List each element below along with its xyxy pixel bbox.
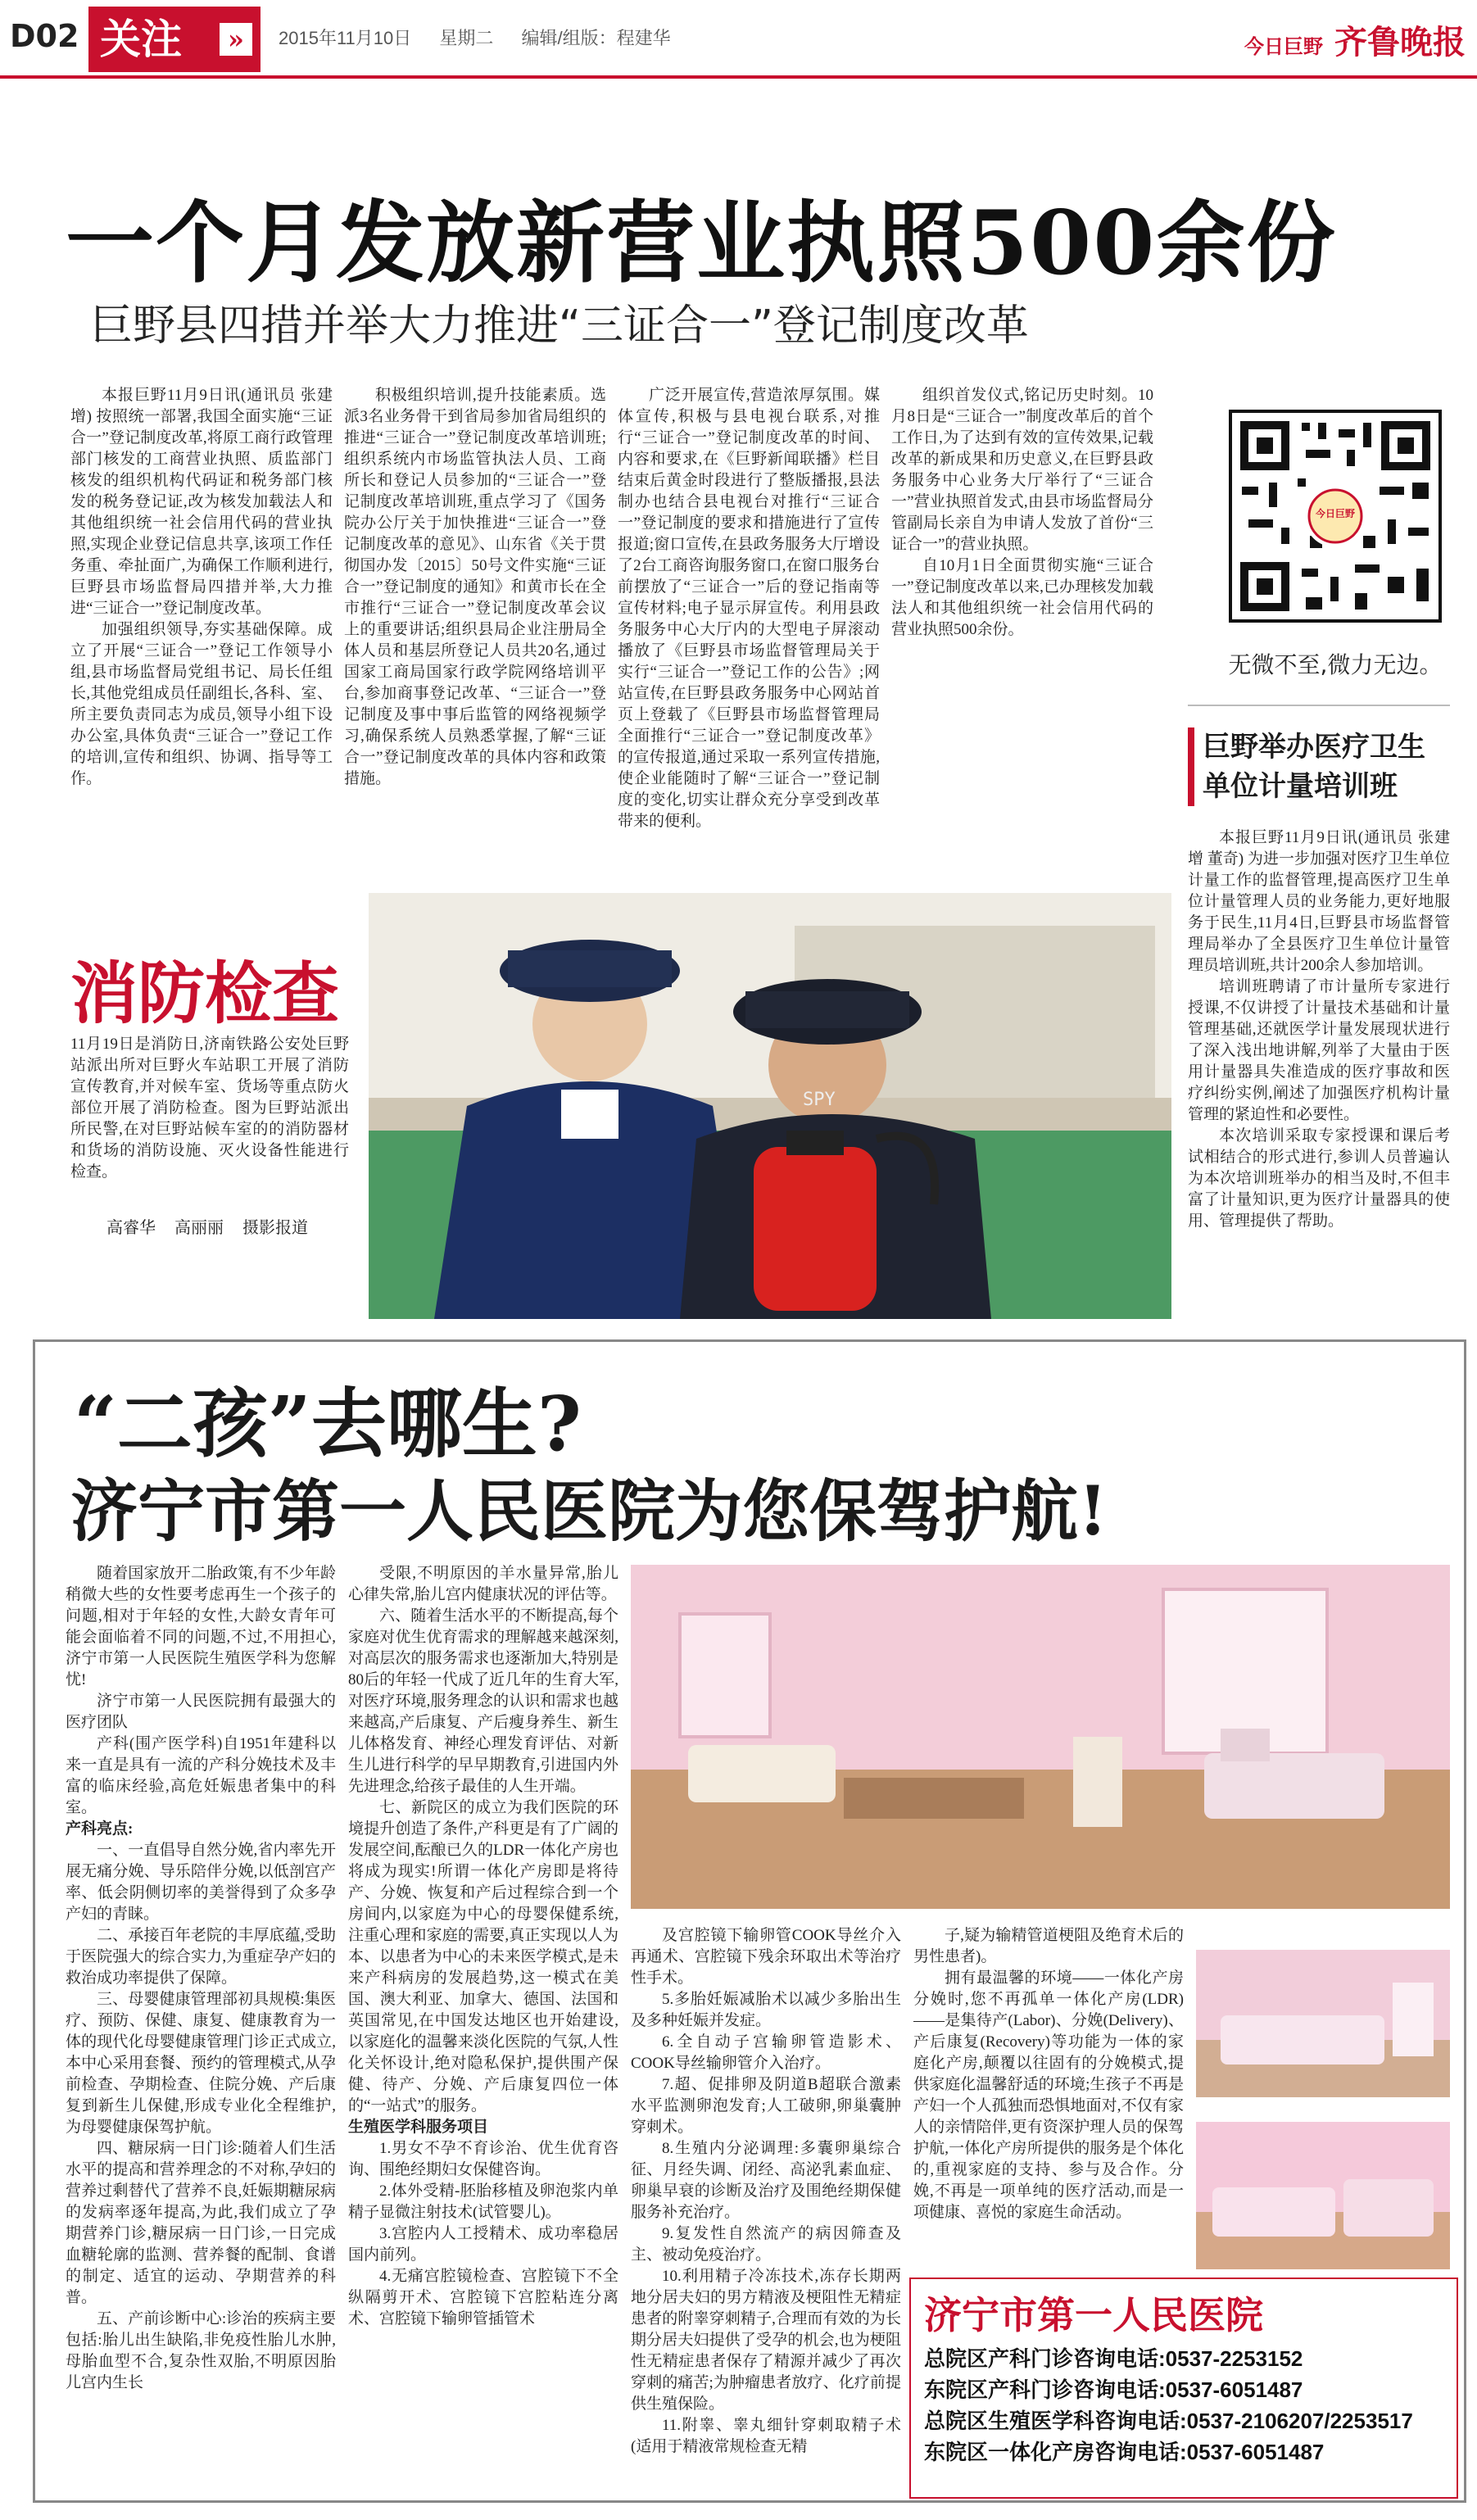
ad-col4 [913, 1925, 1184, 2269]
masthead-brand [1244, 16, 1466, 63]
article1-para: 广泛开展宣传,营造浓厚氛围。媒体宣传,积极与县电视台联系,对推行“三证合一”登记制度改革的时间、内容和要求,在《巨野新闻联播》栏目结束后黄金时段进行了整版播报,县法制办也结合县电视台对推行“三证合一”登记制度的要求和措施进行了宣传报道;窗口宣传,在县政务服务大厅增设了2台工商咨询服务窗口,在窗口服务台前摆放了“三证合一”后的登记指南等宣传材料;电子显示屏宣传。利用县政务服务中心大厅内的大型电子屏滚动播放了《巨野县市场监督管理局关于实行“三证合一”登记工作的公告》;网站宣传,在巨野县政务服务中心网站首页上登载了《巨野县市场监督管理局全面推行“三证合一”登记制度改革》的宣传报道,通过采取一系列宣传措施,使企业能随时了解“三证合一”登记制度的变化,切实让群众充分享受到改革带来的便利。 [618, 387, 880, 830]
ad-para: 2.体外受精-胚胎移植及卵泡浆内单精子显微注射技术(试管婴儿)。 [348, 2182, 618, 2221]
article1-para: 积极组织培训,提升技能素质。选派3名业务骨干到省局参加省局组织的推进“三证合一”登记制度改革培训班;组织系统内市场监管执法人员、工商所长和登记人员参加的“三证合一”登记制度改革培训班,重点学习了《国务院办公厅关于加快推进“三证合一”登记制度改革的意见》、山东省《关于贯彻国办发〔2015〕50号文件实施“三证合一”登记制度的通知》和黄市长在全市推行“三证合一”登记制度改革会议上的重要讲话;组织县局企业注册局全体人员和基层所登记人员共20名,通过国家工商局国家行政学院网络培训平台,参加商事登记改革、“三证合一”登记制度及事中事后监管的网络视频学习,确保系统人员熟悉掌握,了解“三证合一”登记制度改革的具体内容和政策措施。 [344, 387, 606, 787]
ad-para: 8.生殖内分泌调理:多囊卵巢综合征、月经失调、闭经、高泌乳素血症、卵巢早衰的诊断及治疗及围绝经期保健服务补充治疗。 [631, 2140, 901, 2221]
ad-col2 [348, 1563, 618, 2493]
sidebar-body [1188, 827, 1450, 1327]
hospital-name: 济宁市第一人民医院 [924, 2293, 1263, 2337]
ad-para: 6.全自动子宫输卵管造影术、COOK导丝输卵管介入治疗。 [631, 2033, 901, 2072]
ad-para: 及宫腔镜下输卵管COOK导丝介入再通术、宫腔镜下残余环取出术等治疗性手术。 [631, 1927, 901, 1987]
phone-line: 总院区产科门诊咨询电话:0537-2253152 [924, 2346, 1303, 2371]
article1-col4 [891, 385, 1153, 877]
credit-role: 摄影报道 [242, 1219, 308, 1237]
ad-para: 子,疑为输精管道梗阻及绝育术后的男性患者)。 [913, 1927, 1184, 1965]
ad-para: 4.无痛宫腔镜检查、宫腔镜下不全纵隔剪开术、宫腔镜下宫腔粘连分离术、宫腔镜下输卵管插管术 [348, 2268, 618, 2327]
article1-col2 [344, 385, 606, 877]
ad-col1 [66, 1563, 336, 2493]
photo-illustration [369, 893, 1171, 1319]
fire-check-title: 消防检查 [70, 955, 340, 1033]
photo-illustration [1196, 1950, 1450, 2097]
section-tag [88, 7, 261, 72]
credit-name: 高丽丽 [174, 1219, 224, 1237]
ad-headline-2: 济宁市第一人民医院为您保驾护航! [70, 1472, 1108, 1551]
ad-para: 七、新院区的成立为我们医院的环境提升创造了条件,产科更是有了广阔的发展空间,酝酿已久的LDR一体化产房也将成为现实!所谓一体化产房即是将待产、分娩、恢复和产后过程综合到一个房间内,以家庭为中心的母婴保健系统,注重心理和家庭的需要,真正实现以人为本、以患者为中心的未来医学模式,是未来产科病房的发展趋势,这一模式在美国、澳大利亚、加拿大、德国、法国和英国常见,在中国发达地区也开始建设,以家庭化的温馨来淡化医院的气氛,人性化关怀设计,绝对隐私保护,提供围产保健、待产、分娩、产后康复四位一体的“一站式”的服务。 [348, 1799, 618, 2114]
ad-para: 1.男女不孕不育诊治、优生优育咨询、围绝经期妇女保健咨询。 [348, 2140, 618, 2178]
phone-line: 东院区产科门诊咨询电话:0537-6051487 [924, 2377, 1303, 2402]
ad-para: 三、母婴健康管理部初具规模:集医疗、预防、保健、康复、健康教育为一体的现代化母婴健康管理门诊正式成立,本中心采用套餐、预约的管理模式,从孕前检查、孕期检查、住院分娩、产后康复到新生儿保健,形成专业化全程维护,为母婴健康保驾护航。 [66, 1991, 336, 2136]
ad-para: 一、一直倡导自然分娩,省内率先开展无痛分娩、导乐陪伴分娩,以低剖宫产率、低会阴侧切率的美誉得到了众多孕产妇的青睐。 [66, 1842, 336, 1923]
ad-para: 7.超、促排卵及阴道B超联合激素水平监测卵泡发育;人工破卵,卵巢囊肿穿刺术。 [631, 2076, 901, 2136]
photo-credits [106, 1214, 323, 1238]
article1-col1 [70, 385, 333, 877]
phone-list [924, 2343, 1413, 2468]
sidebar-para: 本报巨野11月9日讯(通讯员 张建增 董奇) 为进一步加强对医疗卫生单位计量工作的监督管理,提高医疗卫生单位计量管理人员的业务能力,更好地服务于民生,11月4日,巨野县市场监督管理局举办了全县医疗卫生单位计量管理员培训班,共计200余人参加培训。 [1188, 829, 1450, 974]
article1-para: 加强组织领导,夯实基础保障。成立了开展“三证合一”登记工作领导小组,县市场监督局党组书记、局长任组长,其他党组成员任副组长,各科、室、所主要负责同志为成员,领导小组下设办公室,具体负责“三证合一”登记工作的培训,宣传和组织、协调、指导等工作。 [70, 621, 333, 787]
ad-headline-1: “二孩”去哪生? [74, 1380, 582, 1468]
ad-para: 五、产前诊断中心:诊治的疾病主要包括:胎儿出生缺陷,非免疫性胎儿水肿,母胎血型不合,复杂性双胎,不明原因胎儿宫内生长 [66, 2310, 336, 2391]
ad-para: 受限,不明原因的羊水量异常,胎儿心律失常,胎儿宫内健康状况的评估等。 [348, 1565, 618, 1603]
ad-para: 5.多胎妊娠减胎术以减少多胎出生及多种妊娠并发症。 [631, 1991, 901, 2029]
qr-logo-text: 今日巨野 [1315, 508, 1355, 519]
maternity-room-photo [631, 1565, 1450, 1909]
qr-caption: 无微不至,微力无边。 [1228, 651, 1443, 678]
section-label: 关注 [100, 15, 182, 63]
ward-photo-2 [1196, 2122, 1450, 2269]
brand-logo: 齐鲁晚报 [1334, 23, 1466, 61]
ad-para: 六、随着生活水平的不断提高,每个家庭对优生优育需求的理解越来越深刻,对高层次的服务需求也逐渐加大,特别是80后的年轻一代成了近几年的生育大军,对医疗环境,服务理念的认识和需求也越来越高,产后康复、产后瘦身养生、新生儿体格发育、神经心理发育评估、对新生儿进行科学的早早期教育,引进国内外先进理念,给孩子最佳的人生开端。 [348, 1607, 618, 1795]
ad-para: 产科(围产医学科)自1951年建科以来一直是具有一流的产科分娩技术及丰富的临床经验,高危妊娠患者集中的科室。 [66, 1735, 336, 1816]
ad-para: 产科亮点: [66, 1820, 134, 1838]
credit-name: 高睿华 [106, 1219, 156, 1237]
fire-inspection-photo [369, 893, 1171, 1319]
sidebar-para: 培训班聘请了市计量所专家进行授课,不仅讲授了计量技术基础和计量管理基础,还就医学计量发展现状进行了深入浅出地讲解,列举了大量由于医用计量器具失准造成的医疗事故和医疗纠纷实例,阐述了加强医疗机构计量管理的紧迫性和必要性。 [1188, 978, 1450, 1123]
sidebar-para: 本次培训采取专家授课和课后考试相结合的形式进行,参训人员普遍认为本次培训班举办的相当及时,不但丰富了计量知识,更为医疗计量器具的使用、管理提供了帮助。 [1188, 1127, 1450, 1230]
divider [1188, 705, 1450, 706]
ad-para: 随着国家放开二胎政策,有不少年龄稍微大些的女性要考虑再生一个孩子的问题,相对于年轻的女性,大龄女青年可能会面临着不同的问题,不过,不用担心,济宁市第一人民医院生殖医学科为您解忧! [66, 1565, 336, 1688]
article1-para: 本报巨野11月9日讯(通讯员 张建增) 按照统一部署,我国全面实施“三证合一”登记制度改革,将原工商行政管理部门核发的工商营业执照、质监部门核发的组织机构代码证和税务部门核发的税务登记证,改为核发加载法人和其他组织统一社会信用代码的营业执照,实现企业登记信息共享,该项工作任务重、牵扯面广,为确保工作顺利进行,巨野县市场监督局四措并举,大力推进“三证合一”登记制度改革。 [70, 387, 333, 617]
issue-editor: 编辑/组版：程建华 [521, 28, 671, 48]
issue-info [279, 25, 694, 50]
main-subhead: 巨野县四措并举大力推进“三证合一”登记制度改革 [90, 301, 1029, 351]
ad-para: 9.复发性自然流产的病因筛查及主、被动免疫治疗。 [631, 2225, 901, 2264]
ad-para: 四、糖尿病一日门诊:随着人们生活水平的提高和营养理念的不对称,孕妇的营养过剩替代了营养不良,妊娠期糖尿病的发病率逐年提高,为此,我们成立了孕期营养门诊,糖尿病一日门诊,一日完成血糖轮廓的监测、营养餐的配制、食谱的制定、适宜的运动、孕期营养的科普。 [66, 2140, 336, 2306]
ad-para: 拥有最温馨的环境——一体化产房分娩时,您不再孤单一体化产房(LDR)——是集待产(Labor)、分娩(Delivery)、产后康复(Recovery)等功能为一体的家庭化产房,颠覆以往固有的分娩模式,提供家庭化温馨舒适的环境;生孩子不再是产妇一个人孤独而恐惧地面对,不仅有家人的亲情陪伴,更有资深护理人员的保驾护航,一体化产房所提供的服务是个体化的,重视家庭的支持、参与及合作。分娩,不再是一项单纯的医疗活动,而是一项健康、喜悦的家庭生命活动。 [913, 1969, 1184, 2221]
article1-col3 [618, 385, 880, 877]
chevron-right-icon: » [220, 23, 252, 56]
photo-illustration [1196, 2122, 1450, 2269]
phone-line: 东院区一体化产房咨询电话:0537-6051487 [924, 2440, 1325, 2464]
ad-para: 3.宫腔内人工授精术、成功率稳居国内前列。 [348, 2225, 618, 2264]
ad-para: 10.利用精子冷冻技术,冻存长期两地分居夫妇的男方精液及梗阻性无精症患者的附睾穿刺精子,合理而有效的为长期分居夫妇提供了受孕的机会,也为梗阻性无精症患者保存了精源并减少了再次穿刺的痛苦;为肿瘤患者放疗、化疗前提供生殖保险。 [631, 2268, 901, 2413]
ad-para: 济宁市第一人民医院拥有最强大的医疗团队 [66, 1693, 336, 1731]
article1-para: 组织首发仪式,铭记历史时刻。10月8日是“三证合一”制度改革后的首个工作日,为了达到有效的宣传效果,记载改革的新成果和历史意义,在巨野县政务服务中心业务大厅举行了“三证合一”营业执照首发式,由县市场监督局分管副局长亲自为申请人发放了首份“三证合一”的营业执照。 [891, 387, 1153, 553]
fire-photo-caption: 11月19日是消防日,济南铁路公安处巨野站派出所对巨野火车站职工开展了消防宣传教育,并对候车室、货场等重点防火部位开展了消防检查。图为巨野站派出所民警,在对巨野站候车室的的消防器材和货场的消防设施、灭火设备性能进行检查。 [70, 1036, 349, 1181]
police-badge-text: SPY [803, 1090, 836, 1110]
page-number: D02 [10, 18, 79, 54]
sidebar-headline: 巨野举办医疗卫生单位计量培训班 [1188, 727, 1450, 806]
article1-para: 自10月1日全面贯彻实施“三证合一”登记制度改革以来,已办理核发加载法人和其他组织统一社会信用代码的营业执照500余份。 [891, 557, 1153, 638]
ad-para: 生殖医学科服务项目 [348, 2119, 489, 2136]
ad-para: 11.附睾、睾丸细针穿刺取精子术(适用于精液常规检查无精 [631, 2417, 901, 2455]
phone-line: 总院区生殖医学科咨询电话:0537-2106207/2253517 [924, 2409, 1413, 2433]
photo-illustration [631, 1565, 1450, 1909]
brand-sub: 今日巨野 [1244, 34, 1323, 58]
ward-photo-1 [1196, 1950, 1450, 2097]
issue-weekday: 星期二 [439, 28, 494, 48]
main-headline: 一个月发放新营业执照500余份 [66, 192, 1337, 295]
issue-date: 2015年11月10日 [279, 28, 412, 48]
ad-col3 [631, 1925, 901, 2491]
ad-para: 二、承接百年老院的丰厚底蕴,受助于医院强大的综合实力,为重症孕产妇的救治成功率提供了保障。 [66, 1927, 336, 1987]
